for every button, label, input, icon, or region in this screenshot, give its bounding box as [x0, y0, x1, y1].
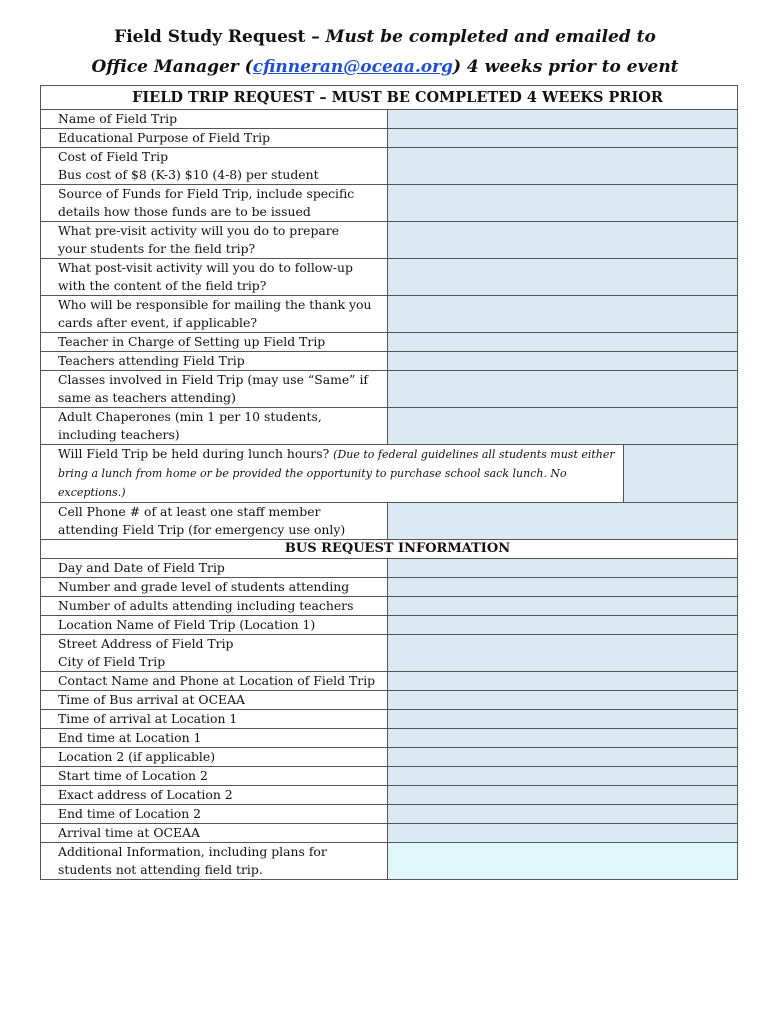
answer-field[interactable]	[388, 672, 738, 691]
title-line-2	[0, 52, 770, 82]
field-label-cell	[41, 259, 388, 296]
field-label-line2: cards after event, if applicable?	[58, 315, 257, 330]
answer-field[interactable]	[388, 824, 738, 843]
field-label-cell	[41, 616, 388, 635]
form-row	[41, 691, 738, 710]
field-trip-form-table	[40, 85, 738, 880]
title-italic: Must be completed and emailed to	[325, 27, 656, 47]
field-label-cell	[41, 352, 388, 371]
form-row	[41, 767, 738, 786]
field-label: Cost of Field Trip	[58, 149, 169, 164]
cell-phone-row	[41, 503, 738, 540]
office-manager-email-link[interactable]: cfinneran@oceaa.org	[252, 57, 453, 77]
field-label: Start time of Location 2	[58, 768, 208, 783]
form-row	[41, 729, 738, 748]
field-label-cell	[41, 843, 388, 880]
lunch-answer-field[interactable]	[624, 445, 738, 503]
field-label-cell	[41, 729, 388, 748]
answer-field[interactable]	[388, 296, 738, 333]
field-label: Teacher in Charge of Setting up Field Trip	[58, 334, 326, 349]
field-label-cell	[41, 578, 388, 597]
form-row	[41, 786, 738, 805]
field-label-cell	[41, 222, 388, 259]
field-label: Day and Date of Field Trip	[58, 560, 225, 575]
bus-section-header-row	[41, 540, 738, 559]
field-label-cell	[41, 635, 388, 672]
field-label-line2: with the content of the field trip?	[58, 278, 267, 293]
answer-field[interactable]	[388, 148, 738, 185]
answer-field[interactable]	[388, 371, 738, 408]
answer-field[interactable]	[388, 597, 738, 616]
answer-field[interactable]	[388, 408, 738, 445]
form-row	[41, 408, 738, 445]
field-label: Time of Bus arrival at OCEAA	[58, 692, 245, 707]
field-label-cell	[41, 110, 388, 129]
field-label-cell	[41, 333, 388, 352]
form-row	[41, 371, 738, 408]
field-label: End time at Location 1	[58, 730, 202, 745]
answer-field[interactable]	[388, 748, 738, 767]
answer-field[interactable]	[388, 805, 738, 824]
form-row	[41, 148, 738, 185]
field-label: Additional Information, including plans for	[58, 844, 327, 859]
field-label-line2: students not attending field trip.	[58, 862, 263, 877]
field-label-line2: your students for the field trip?	[58, 241, 256, 256]
field-label-cell	[41, 148, 388, 185]
field-label: Exact address of Location 2	[58, 787, 233, 802]
field-label-line2: same as teachers attending)	[58, 390, 236, 405]
answer-field[interactable]	[388, 559, 738, 578]
form-row	[41, 805, 738, 824]
field-label: Cell Phone # of at least one staff member	[58, 504, 321, 519]
field-label-cell	[41, 805, 388, 824]
form-row	[41, 333, 738, 352]
answer-field[interactable]	[388, 352, 738, 371]
field-label-cell	[41, 408, 388, 445]
field-label: Arrival time at OCEAA	[58, 825, 200, 840]
field-label-cell	[41, 503, 388, 540]
lunch-row	[41, 445, 738, 503]
answer-field[interactable]	[388, 635, 738, 672]
field-label-line2: City of Field Trip	[58, 654, 166, 669]
field-label: Name of Field Trip	[58, 111, 178, 126]
form-row	[41, 110, 738, 129]
answer-field[interactable]	[388, 110, 738, 129]
field-label: Number and grade level of students attending	[58, 579, 350, 594]
form-title	[0, 22, 770, 82]
lunch-question: Will Field Trip be held during lunch hours?	[58, 446, 330, 461]
field-trip-section-heading: FIELD TRIP REQUEST – MUST BE COMPLETED 4 WEEKS PRIOR	[41, 86, 738, 110]
field-label: What post-visit activity will you do to follow-up	[58, 260, 353, 275]
field-label: Street Address of Field Trip	[58, 636, 234, 651]
field-label-cell	[41, 786, 388, 805]
field-label-cell	[41, 371, 388, 408]
form-row	[41, 559, 738, 578]
form-row	[41, 222, 738, 259]
field-label: Adult Chaperones (min 1 per 10 students,	[58, 409, 322, 424]
form-row	[41, 259, 738, 296]
answer-field[interactable]	[388, 710, 738, 729]
title-line2-prefix: Office Manager (	[91, 57, 253, 77]
form-row	[41, 616, 738, 635]
field-label-cell	[41, 748, 388, 767]
title-line-1	[0, 22, 770, 52]
answer-field[interactable]	[388, 729, 738, 748]
form-row	[41, 578, 738, 597]
answer-field[interactable]	[388, 786, 738, 805]
field-label-cell	[41, 185, 388, 222]
form-row	[41, 824, 738, 843]
answer-field[interactable]	[388, 843, 738, 880]
field-label-line2: details how those funds are to be issued	[58, 204, 311, 219]
field-label-line2: including teachers)	[58, 427, 180, 442]
form-row	[41, 129, 738, 148]
answer-field[interactable]	[388, 333, 738, 352]
field-label: Contact Name and Phone at Location of Field Trip	[58, 673, 376, 688]
title-plain: Field Study Request –	[114, 27, 326, 47]
lunch-guideline-note: (Due to federal guidelines all students must either bring a lunch from home or be provided the opportunity to purchase school sack lunch. No exceptions.)	[58, 448, 615, 499]
field-label: Classes involved in Field Trip (may use “Same” if	[58, 372, 369, 387]
form-row	[41, 710, 738, 729]
title-line2-suffix: ) 4 weeks prior to event	[452, 57, 679, 77]
field-label-cell	[41, 767, 388, 786]
field-label: Time of arrival at Location 1	[58, 711, 238, 726]
field-label: End time of Location 2	[58, 806, 202, 821]
answer-field[interactable]	[388, 616, 738, 635]
field-label-line2: Bus cost of $8 (K-3) $10 (4-8) per student	[58, 167, 319, 182]
form-row	[41, 843, 738, 880]
field-label-cell	[41, 710, 388, 729]
field-label-cell	[41, 296, 388, 333]
field-label-cell	[41, 597, 388, 616]
field-label-line2: attending Field Trip (for emergency use only)	[58, 522, 346, 537]
field-label-cell	[41, 129, 388, 148]
form-row	[41, 635, 738, 672]
form-row	[41, 296, 738, 333]
answer-field[interactable]	[388, 767, 738, 786]
field-label: Who will be responsible for mailing the thank you	[58, 297, 372, 312]
field-label-cell	[41, 559, 388, 578]
form-row	[41, 185, 738, 222]
field-label: Teachers attending Field Trip	[58, 353, 245, 368]
answer-field[interactable]	[388, 222, 738, 259]
answer-field[interactable]	[388, 578, 738, 597]
field-label: Location 2 (if applicable)	[58, 749, 216, 764]
field-label: Educational Purpose of Field Trip	[58, 130, 271, 145]
form-row	[41, 672, 738, 691]
field-label: Source of Funds for Field Trip, include specific	[58, 186, 355, 201]
bus-section-heading: BUS REQUEST INFORMATION	[41, 540, 738, 559]
section-header-row	[41, 86, 738, 110]
form-row	[41, 748, 738, 767]
answer-field[interactable]	[388, 691, 738, 710]
field-label-cell	[41, 672, 388, 691]
lunch-question-cell	[41, 445, 624, 503]
form-row	[41, 352, 738, 371]
field-label-cell	[41, 691, 388, 710]
form-row	[41, 597, 738, 616]
answer-field[interactable]	[388, 129, 738, 148]
field-label: Number of adults attending including teachers	[58, 598, 354, 613]
field-label: Location Name of Field Trip (Location 1)	[58, 617, 316, 632]
cell-phone-answer-field[interactable]	[388, 503, 738, 540]
field-label: What pre-visit activity will you do to prepare	[58, 223, 340, 238]
answer-field[interactable]	[388, 259, 738, 296]
answer-field[interactable]	[388, 185, 738, 222]
field-label-cell	[41, 824, 388, 843]
